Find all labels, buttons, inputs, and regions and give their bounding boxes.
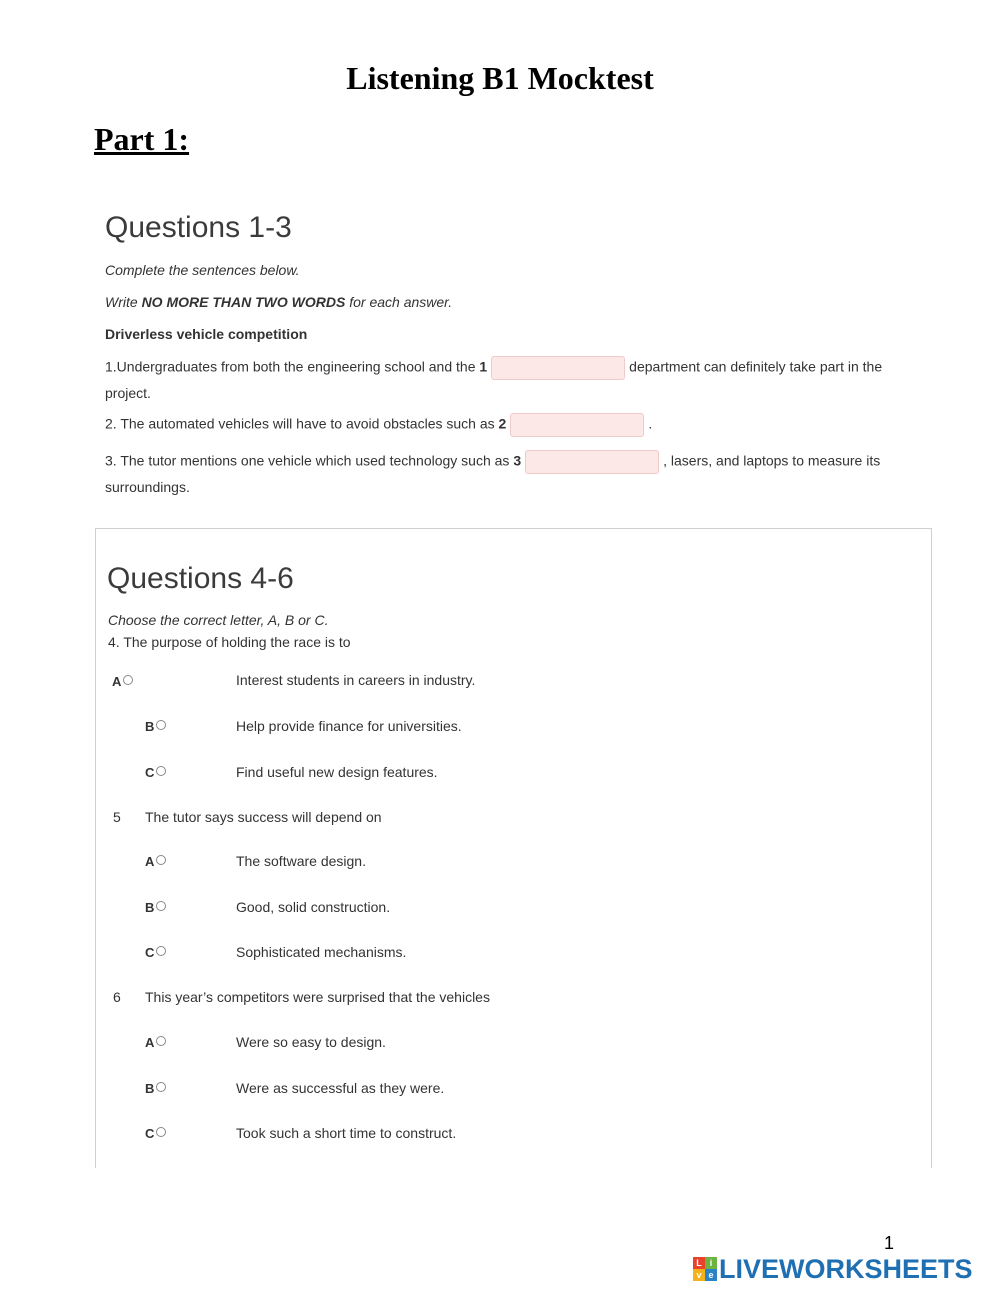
question-5-number: 5 — [113, 809, 121, 825]
instruction-word-limit: Write NO MORE THAN TWO WORDS for each answer. — [105, 294, 453, 310]
radio-icon[interactable] — [123, 675, 133, 685]
question-1: 1.Undergraduates from both the engineering school and the 1 department can definitely take part in the — [105, 356, 882, 380]
question-1-continued: project. — [105, 385, 151, 401]
q4-option-a-radio[interactable]: A — [112, 674, 133, 689]
radio-icon[interactable] — [156, 855, 166, 865]
question-6-stem: This year’s competitors were surprised that the vehicles — [145, 989, 490, 1005]
radio-icon[interactable] — [156, 720, 166, 730]
answer-input-1[interactable] — [491, 356, 625, 380]
radio-icon[interactable] — [156, 1082, 166, 1092]
q5-option-a-radio[interactable]: A — [145, 854, 166, 869]
part-heading: Part 1: — [94, 121, 190, 157]
q6-option-b-text: Were as successful as they were. — [236, 1080, 445, 1096]
q5-option-b-text: Good, solid construction. — [236, 899, 391, 915]
question-3-continued: surroundings. — [105, 479, 190, 495]
q4-option-a-text: Interest students in careers in industry. — [236, 672, 476, 688]
radio-icon[interactable] — [156, 766, 166, 776]
q5-option-b-radio[interactable]: B — [145, 900, 166, 915]
section-subheading: Driverless vehicle competition — [105, 326, 308, 342]
q6-option-c-text: Took such a short time to construct. — [236, 1125, 457, 1141]
question-2: 2. The automated vehicles will have to avoid obstacles such as 2 . — [105, 413, 652, 437]
questions-1-3-heading: Questions 1-3 — [105, 211, 292, 244]
question-5-stem: The tutor says success will depend on — [145, 809, 382, 825]
question-3: 3. The tutor mentions one vehicle which used technology such as 3 , lasers, and laptops to measure its — [105, 450, 880, 474]
answer-input-2[interactable] — [510, 413, 644, 437]
instruction-choose-letter: Choose the correct letter, A, B or C. — [108, 612, 329, 628]
question-4-stem: 4. The purpose of holding the race is to — [108, 634, 351, 650]
answer-input-3[interactable] — [525, 450, 659, 474]
radio-icon[interactable] — [156, 901, 166, 911]
q6-option-c-radio[interactable]: C — [145, 1126, 166, 1141]
logo-text: LIVEWORKSHEETS — [719, 1253, 973, 1284]
document-title: Listening B1 Mocktest — [346, 60, 654, 96]
q6-option-b-radio[interactable]: B — [145, 1081, 166, 1096]
q6-option-a-text: Were so easy to design. — [236, 1034, 386, 1050]
radio-icon[interactable] — [156, 1127, 166, 1137]
logo-mark-icon: L i v e — [693, 1257, 717, 1281]
q4-option-b-text: Help provide finance for universities. — [236, 718, 462, 734]
instruction-complete: Complete the sentences below. — [105, 262, 300, 278]
q5-option-c-radio[interactable]: C — [145, 945, 166, 960]
radio-icon[interactable] — [156, 946, 166, 956]
questions-4-6-heading: Questions 4-6 — [107, 562, 294, 595]
q5-option-a-text: The software design. — [236, 853, 366, 869]
q6-option-a-radio[interactable]: A — [145, 1035, 166, 1050]
q4-option-c-text: Find useful new design features. — [236, 764, 438, 780]
q4-option-b-radio[interactable]: B — [145, 719, 166, 734]
liveworksheets-logo — [693, 1255, 973, 1283]
q4-option-c-radio[interactable]: C — [145, 765, 166, 780]
q5-option-c-text: Sophisticated mechanisms. — [236, 944, 407, 960]
question-6-number: 6 — [113, 989, 121, 1005]
page-number: 1 — [884, 1233, 895, 1253]
radio-icon[interactable] — [156, 1036, 166, 1046]
